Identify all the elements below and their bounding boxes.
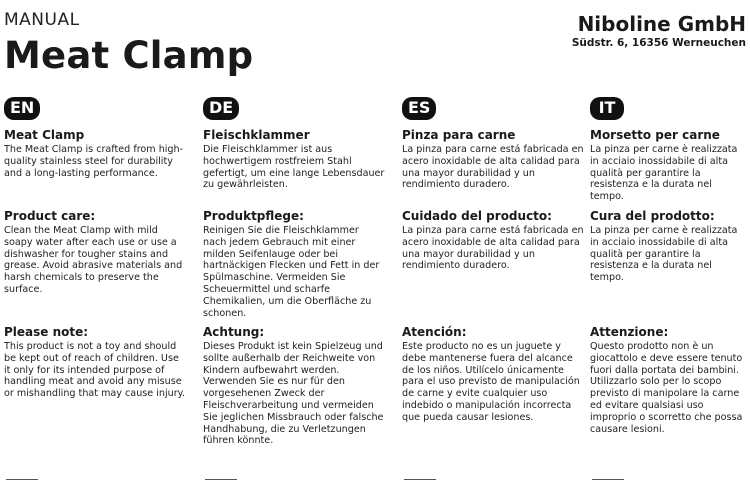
section-note-it (590, 325, 748, 435)
manual-label: MANUAL (4, 10, 80, 30)
section-heading: Atención: (402, 325, 467, 339)
section-body: La pinza para carne está fabricada en acero inoxidable de alta calidad para una mayor durabilidad y un rendimiento duradero. (402, 225, 584, 272)
company-name: Niboline GmbH (577, 12, 746, 36)
section-body: Reinigen Sie die Fleischklammer nach jedem Gebrauch mit einer milden Seifenlauge oder bei hartnäckigen Flecken und Fett in der Spülmaschine. Vermeiden Sie Scheuermittel und scharfe Chemikalien, um die Oberfläche zu schonen. (203, 225, 380, 319)
language-badge-es: ES (402, 97, 436, 120)
section-heading: Attenzione: (590, 325, 669, 339)
divider-en (6, 479, 38, 480)
section-heading: Achtung: (203, 325, 265, 339)
section-heading: Product care: (4, 209, 96, 223)
divider-it (592, 479, 624, 480)
section-intro-de (203, 128, 385, 191)
section-intro-en (4, 128, 186, 179)
section-body: La pinza per carne è realizzata in acciaio inossidabile di alta qualità per garantire la resistenza e la durata nel tempo. (590, 225, 738, 284)
section-care-de (203, 209, 385, 319)
divider-es (404, 479, 436, 480)
column-es (402, 97, 584, 481)
section-heading: Cuidado del producto: (402, 209, 552, 223)
language-badge-de: DE (203, 97, 239, 120)
section-heading: Produktpflege: (203, 209, 304, 223)
section-note-en (4, 325, 186, 400)
section-heading: Pinza para carne (402, 128, 516, 142)
section-heading: Meat Clamp (4, 128, 85, 142)
section-body: This product is not a toy and should be kept out of reach of children. Use it only for its intended purpose of handling meat and avoid any misuse or mishandling that may cause injury. (4, 341, 186, 400)
divider-de (205, 479, 237, 480)
language-badge-en: EN (4, 97, 40, 120)
section-note-es (402, 325, 584, 424)
section-heading: Cura del prodotto: (590, 209, 715, 223)
column-de (203, 97, 385, 481)
company-block (572, 12, 746, 49)
column-en (4, 97, 186, 481)
section-body: Dieses Produkt ist kein Spielzeug und sollte außerhalb der Reichweite von Kindern aufbewahrt werden. Verwenden Sie es nur für den vorgesehenen Zweck der Fleischverarbeitung und vermeiden Sie jeglichen Missbrauch oder falsche Handhabung, die zu Verletzungen führen könnte. (203, 341, 384, 447)
section-heading: Please note: (4, 325, 89, 339)
company-address: Südstr. 6, 16356 Werneuchen (571, 37, 746, 49)
section-body: La pinza para carne está fabricada en acero inoxidable de alta calidad para una mayor durabilidad y un rendimiento duradero. (402, 144, 584, 191)
section-intro-it (590, 128, 748, 203)
section-body: Die Fleischklammer ist aus hochwertigem rostfreiem Stahl gefertigt, um eine lange Lebensdauer zu gewährleisten. (203, 144, 385, 191)
section-intro-es (402, 128, 584, 191)
section-care-it (590, 209, 748, 284)
section-body: The Meat Clamp is crafted from high-quality stainless steel for durability and a long-lasting performance. (4, 144, 184, 179)
section-heading: Morsetto per carne (590, 128, 720, 142)
section-care-en (4, 209, 186, 296)
section-body: Clean the Meat Clamp with mild soapy water after each use or use a dishwasher for tougher stains and grease. Avoid abrasive materials and harsh chemicals to preserve the surface. (4, 225, 183, 295)
section-heading: Fleischklammer (203, 128, 310, 142)
section-care-es (402, 209, 584, 272)
section-body: La pinza per carne è realizzata in acciaio inossidabile di alta qualità per garantire la resistenza e la durata nel tempo. (590, 144, 738, 203)
language-badge-it: IT (590, 97, 624, 120)
section-body: Este producto no es un juguete y debe mantenerse fuera del alcance de los niños. Utilícelo únicamente para el uso previsto de manipulación de carne y evite cualquier uso indebido o manipulación incorrecta que pueda causar lesiones. (402, 341, 580, 423)
page-title: Meat Clamp (4, 34, 254, 77)
section-body: Questo prodotto non è un giocattolo e deve essere tenuto fuori dalla portata dei bambini. Utilizzarlo solo per lo scopo previsto di manipolare la carne ed evitare qualsiasi uso improprio o scorretto che possa causare lesioni. (590, 341, 743, 435)
column-it (590, 97, 748, 481)
section-note-de (203, 325, 385, 447)
